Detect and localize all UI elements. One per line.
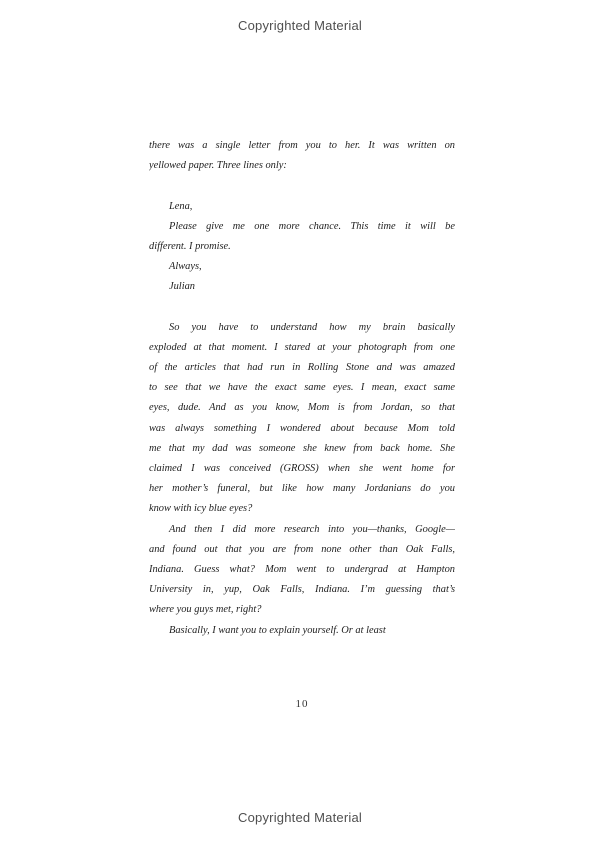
- text-line: her mother’s funeral, but like how many Jordanians do you: [149, 483, 455, 495]
- text-line: where you guys met, right?: [149, 604, 262, 616]
- text-line: know with icy blue eyes?: [149, 503, 253, 515]
- blank-line: [149, 176, 455, 196]
- text-line: University in, yup, Oak Falls, Indiana. I’m guessing that’s: [149, 584, 455, 596]
- text-line: So you have to understand how my brain basically: [169, 321, 455, 333]
- text-line: claimed I was conceived (GROSS) when she went home for: [149, 463, 455, 474]
- copyright-watermark-bottom: Copyrighted Material: [238, 810, 362, 825]
- body-text: [149, 136, 455, 641]
- text-line: to see that we have the exact same eyes. I mean, exact same: [149, 382, 455, 394]
- text-line: yellowed paper. Three lines only:: [149, 160, 287, 172]
- page-number: 10: [295, 698, 309, 710]
- text-line: of the articles that had run in Rolling Stone and was amazed: [149, 362, 455, 374]
- text-line: there was a single letter from you to her. It was written on: [149, 140, 455, 151]
- text-line: Indiana. Guess what? Mom went to undergrad at Hampton: [149, 563, 455, 575]
- text-line: Basically, I want you to explain yourself. Or at least: [169, 624, 386, 636]
- text-line: eyes, dude. And as you know, Mom is from Jordan, so that: [149, 402, 455, 414]
- text-line: Lena,: [169, 200, 193, 212]
- blank-line: [149, 298, 455, 318]
- copyright-watermark-top: Copyrighted Material: [238, 18, 362, 33]
- text-line: And then I did more research into you—thanks, Google—: [169, 523, 455, 535]
- text-line: Julian: [169, 281, 195, 293]
- text-line: and found out that you are from none other than Oak Falls,: [149, 543, 455, 555]
- text-line: exploded at that moment. I stared at your photograph from one: [149, 341, 455, 353]
- text-line: Please give me one more chance. This time it will be: [169, 220, 455, 232]
- text-line: different. I promise.: [149, 240, 231, 252]
- text-line: Always,: [169, 261, 202, 273]
- text-line: me that my dad was someone she knew from back home. She: [149, 442, 455, 454]
- text-line: was always something I wondered about because Mom told: [149, 422, 455, 434]
